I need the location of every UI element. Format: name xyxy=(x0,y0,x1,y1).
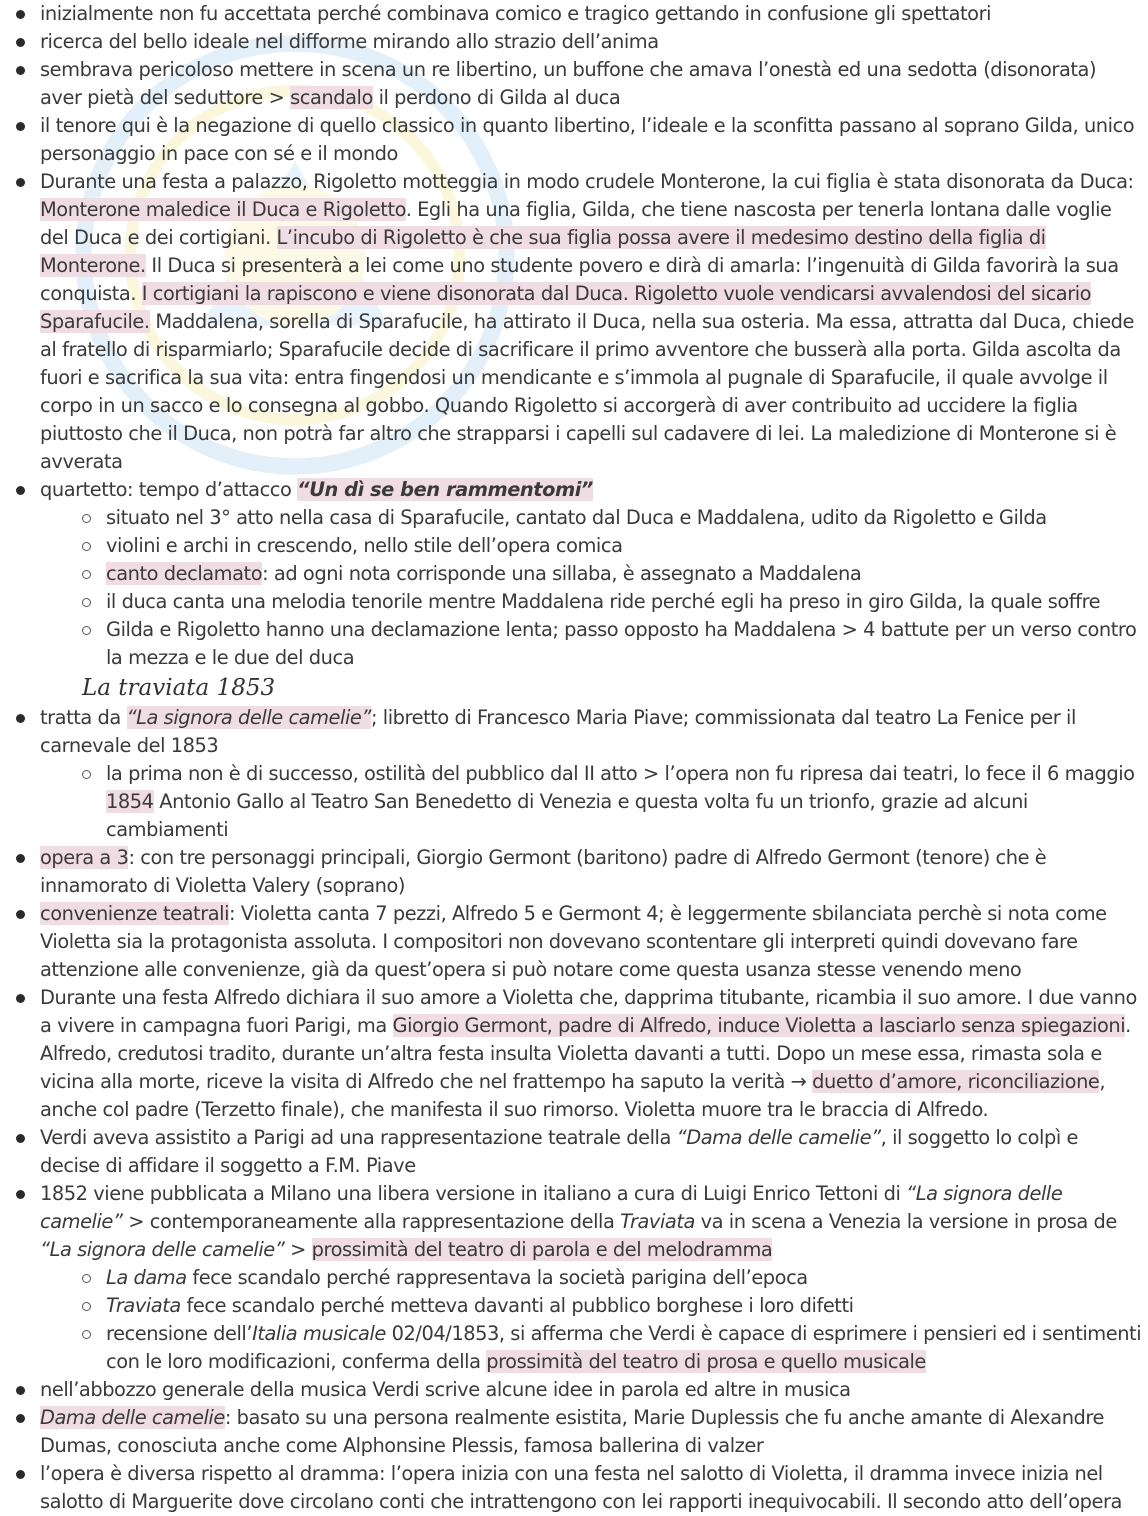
text-span: Antonio Gallo al Teatro San Benedetto di Venezia e questa volta fu un trionfo, grazie ad alcuni cambiamenti xyxy=(106,790,1028,841)
text-span: : basato su una persona realmente esistita, Marie Duplessis che fu anche amante di Alexandre Dumas, conosciuta anche come Alphonsine Plessis, famosa ballerina di valzer xyxy=(40,1406,1104,1457)
bullet-list-traviata xyxy=(0,704,1148,1516)
text-span: : Violetta canta 7 pezzi, Alfredo 5 e Germont 4; è leggermente sbilanciata perchè si nota come Violetta sia la protagonista assoluta. I compositori non dovevano scontentare gli interpreti quindi dovevano fare attenzione alle convenienze, già da quest’opera si può notare come questa usanza stesse venendo meno xyxy=(40,902,1107,981)
bullet-item xyxy=(0,112,1148,168)
highlighted-text: 1854 xyxy=(106,790,154,813)
text-span: . Alfredo, credutosi tradito, durante un’altra festa insulta Violetta davanti a tutti. Dopo un mese essa, rimasta sola e vicina alla morte, riceve la visita di Alfredo che nel frattempo ha saputo la verità → xyxy=(40,1014,1131,1093)
text-span: nell’abbozzo generale della musica Verdi scrive alcune idee in parola ed altre in musica xyxy=(40,1378,851,1401)
sub-bullet-item xyxy=(0,560,1148,588)
text-span: va in scena a Venezia la versione in prosa de xyxy=(694,1210,1117,1233)
highlighted-text: Giorgio Germont, padre di Alfredo, induce Violetta a lasciarlo senza spiegazioni xyxy=(392,1014,1126,1037)
text-span: 02/04/1853, si afferma che Verdi è capace di esprimere i pensieri ed i sentimenti con le loro modificazioni, conferma della xyxy=(106,1322,1142,1373)
text-span: l’opera è diversa rispetto al dramma: l’opera inizia con una festa nel salotto di Violetta, il dramma invece inizia nel salotto di Marguerite dove circolano conti che intrattengono con lei rapporti inequivocabili. Il secondo atto dell’opera xyxy=(40,1462,1122,1513)
bullet-item xyxy=(0,1404,1148,1460)
text-span: : ad ogni nota corrisponde una sillaba, è assegnato a Maddalena xyxy=(262,562,862,585)
text-span: Gilda e Rigoletto hanno una declamazione lenta; passo opposto ha Maddalena > 4 battute per un verso contro la mezza e le due del duca xyxy=(106,618,1137,669)
highlighted-text: canto declamato xyxy=(106,562,263,585)
text-span: Durante una festa Alfredo dichiara il suo amore a Violetta che, dapprima titubante, ricambia il suo amore. I due vanno a vivere in campagna fuori Parigi, ma xyxy=(40,986,1137,1037)
bullet-item xyxy=(0,1376,1148,1404)
sub-bullet-item xyxy=(0,616,1148,672)
bullet-list-rigoletto xyxy=(0,0,1148,672)
text-span: 1852 viene pubblicata a Milano una libera versione in italiano a cura di Luigi Enrico Tettoni di xyxy=(40,1182,907,1205)
sub-bullet-item xyxy=(0,504,1148,532)
text-span: sembrava pericoloso mettere in scena un re libertino, un buffone che amava l’onestà ed una sedotta (disonorata) aver pietà del seduttore > xyxy=(40,58,1097,109)
bullet-item xyxy=(0,28,1148,56)
bullet-item xyxy=(0,476,1148,504)
highlighted-text: opera a 3 xyxy=(40,846,129,869)
highlighted-text: prossimità del teatro di parola e del melodramma xyxy=(311,1238,773,1261)
bullet-item xyxy=(0,0,1148,28)
highlighted-text: Monterone maledice il Duca e Rigoletto xyxy=(40,198,406,221)
text-span: “La signora delle camelie” xyxy=(40,1182,1063,1233)
text-span: “La signora delle camelie” xyxy=(40,1238,285,1261)
text-span: violini e archi in crescendo, nello stile dell’opera comica xyxy=(106,534,623,557)
sub-bullet-item xyxy=(0,588,1148,616)
highlighted-text: duetto d’amore, riconciliazione xyxy=(812,1070,1100,1093)
text-span: tratta da xyxy=(40,706,127,729)
text-span: fece scandalo perché metteva davanti al pubblico borghese i loro difetti xyxy=(180,1294,854,1317)
text-span: ; libretto di Francesco Maria Piave; commissionata dal teatro La Fenice per il carnevale del 1853 xyxy=(40,706,1076,757)
bullet-item xyxy=(0,984,1148,1124)
section-heading: La traviata 1853 xyxy=(82,675,276,701)
bullet-item xyxy=(0,1180,1148,1264)
highlighted-text: “La signora delle camelie” xyxy=(126,706,371,729)
bullet-item xyxy=(0,844,1148,900)
text-span: > contemporaneamente alla rappresentazione della xyxy=(122,1210,621,1233)
highlighted-text: scandalo xyxy=(290,86,373,109)
highlighted-text: convenienze teatrali xyxy=(40,902,230,925)
text-span: , il soggetto lo colpì e decise di affidare il soggetto a F.M. Piave xyxy=(40,1126,1078,1177)
bullet-item xyxy=(0,1460,1148,1516)
bullet-item xyxy=(0,56,1148,112)
text-span: , anche col padre (Terzetto finale), che manifesta il suo rimorso. Violetta muore tra le braccia di Alfredo. xyxy=(40,1070,1106,1121)
text-span: Maddalena, sorella di Sparafucile, ha attirato il Duca, nella sua osteria. Ma essa, attratta dal Duca, chiede al fratello di risparmiarlo; Sparafucile decide di sacrificare il primo avventore che busserà alla porta. Gilda ascolta da fuori e sacrifica la sua vita: entra fingendosi un mendicante e s’immola al pugnale di Sparafucile, il quale avvolge il corpo in un sacco e lo consegna al gobbo. Quando Rigoletto si accorgerà di aver contribuito ad uccidere la figlia piuttosto che il Duca, non potrà far altro che strapparsi i capelli sul cadavere di lei. La maledizione di Monterone si è avverata xyxy=(40,310,1135,473)
text-span: > xyxy=(284,1238,312,1261)
highlighted-text: “Un dì se ben rammentomi” xyxy=(297,478,593,501)
text-span: inizialmente non fu accettata perché combinava comico e tragico gettando in confusione gli spettatori xyxy=(40,2,992,25)
text-span: Traviata xyxy=(106,1294,181,1317)
text-span: : con tre personaggi principali, Giorgio Germont (baritono) padre di Alfredo Germont (tenore) che è innamorato di Violetta Valery (soprano) xyxy=(40,846,1047,897)
text-span: La dama xyxy=(106,1266,187,1289)
text-span: . Egli ha una figlia, Gilda, che tiene nascosta per tenerla lontana dalle voglie del Duca e dei cortigiani. xyxy=(40,198,1112,249)
text-span: la prima non è di successo, ostilità del pubblico dal II atto > l’opera non fu ripresa dai teatri, lo fece il 6 maggio xyxy=(106,762,1135,785)
bullet-item xyxy=(0,900,1148,984)
text-span: recensione dell’ xyxy=(106,1322,253,1345)
text-span: Verdi aveva assistito a Parigi ad una rappresentazione teatrale della xyxy=(40,1126,677,1149)
sub-bullet-item xyxy=(0,532,1148,560)
text-span: “Dama delle camelie” xyxy=(676,1126,881,1149)
sub-bullet-item xyxy=(0,1292,1148,1320)
sub-bullet-item xyxy=(0,760,1148,844)
bullet-item xyxy=(0,168,1148,476)
text-span: fece scandalo perché rappresentava la società parigina dell’epoca xyxy=(186,1266,808,1289)
text-span: situato nel 3° atto nella casa di Sparafucile, cantato dal Duca e Maddalena, udito da Rigoletto e Gilda xyxy=(106,506,1047,529)
text-span: Il Duca si presenterà a lei come uno studente povero e dirà di amarla: l’ingenuità di Gilda favorirà la sua conquista. xyxy=(40,254,1119,305)
highlighted-text: L’incubo di Rigoletto è che sua figlia possa avere il medesimo destino della figlia di Monterone. xyxy=(40,226,1046,277)
text-span: Italia musicale xyxy=(252,1322,386,1345)
text-span: il tenore qui è la negazione di quello classico in quanto libertino, l’ideale e la sconfitta passano al soprano Gilda, unico personaggio in pace con sé e il mondo xyxy=(40,114,1135,165)
text-span: Durante una festa a palazzo, Rigoletto motteggia in modo crudele Monterone, la cui figlia è stata disonorata da Duca: xyxy=(40,170,1134,193)
text-span: ricerca del bello ideale nel difforme mirando allo strazio dell’anima xyxy=(40,30,659,53)
text-span: il perdono di Gilda al duca xyxy=(372,86,621,109)
text-span: Traviata xyxy=(620,1210,695,1233)
highlighted-text: I cortigiani la rapiscono e viene disonorata dal Duca. Rigoletto vuole vendicarsi avvalendosi del sicario Sparafucile. xyxy=(40,282,1092,333)
highlighted-text: prossimità del teatro di prosa e quello musicale xyxy=(486,1350,926,1373)
text-span: quartetto: tempo d’attacco xyxy=(40,478,298,501)
text-span: il duca canta una melodia tenorile mentre Maddalena ride perché egli ha preso in giro Gilda, la quale soffre xyxy=(106,590,1101,613)
bullet-item xyxy=(0,1124,1148,1180)
sub-bullet-item xyxy=(0,1320,1148,1376)
sub-bullet-item xyxy=(0,1264,1148,1292)
highlighted-text: Dama delle camelie xyxy=(40,1406,225,1429)
bullet-item xyxy=(0,704,1148,760)
